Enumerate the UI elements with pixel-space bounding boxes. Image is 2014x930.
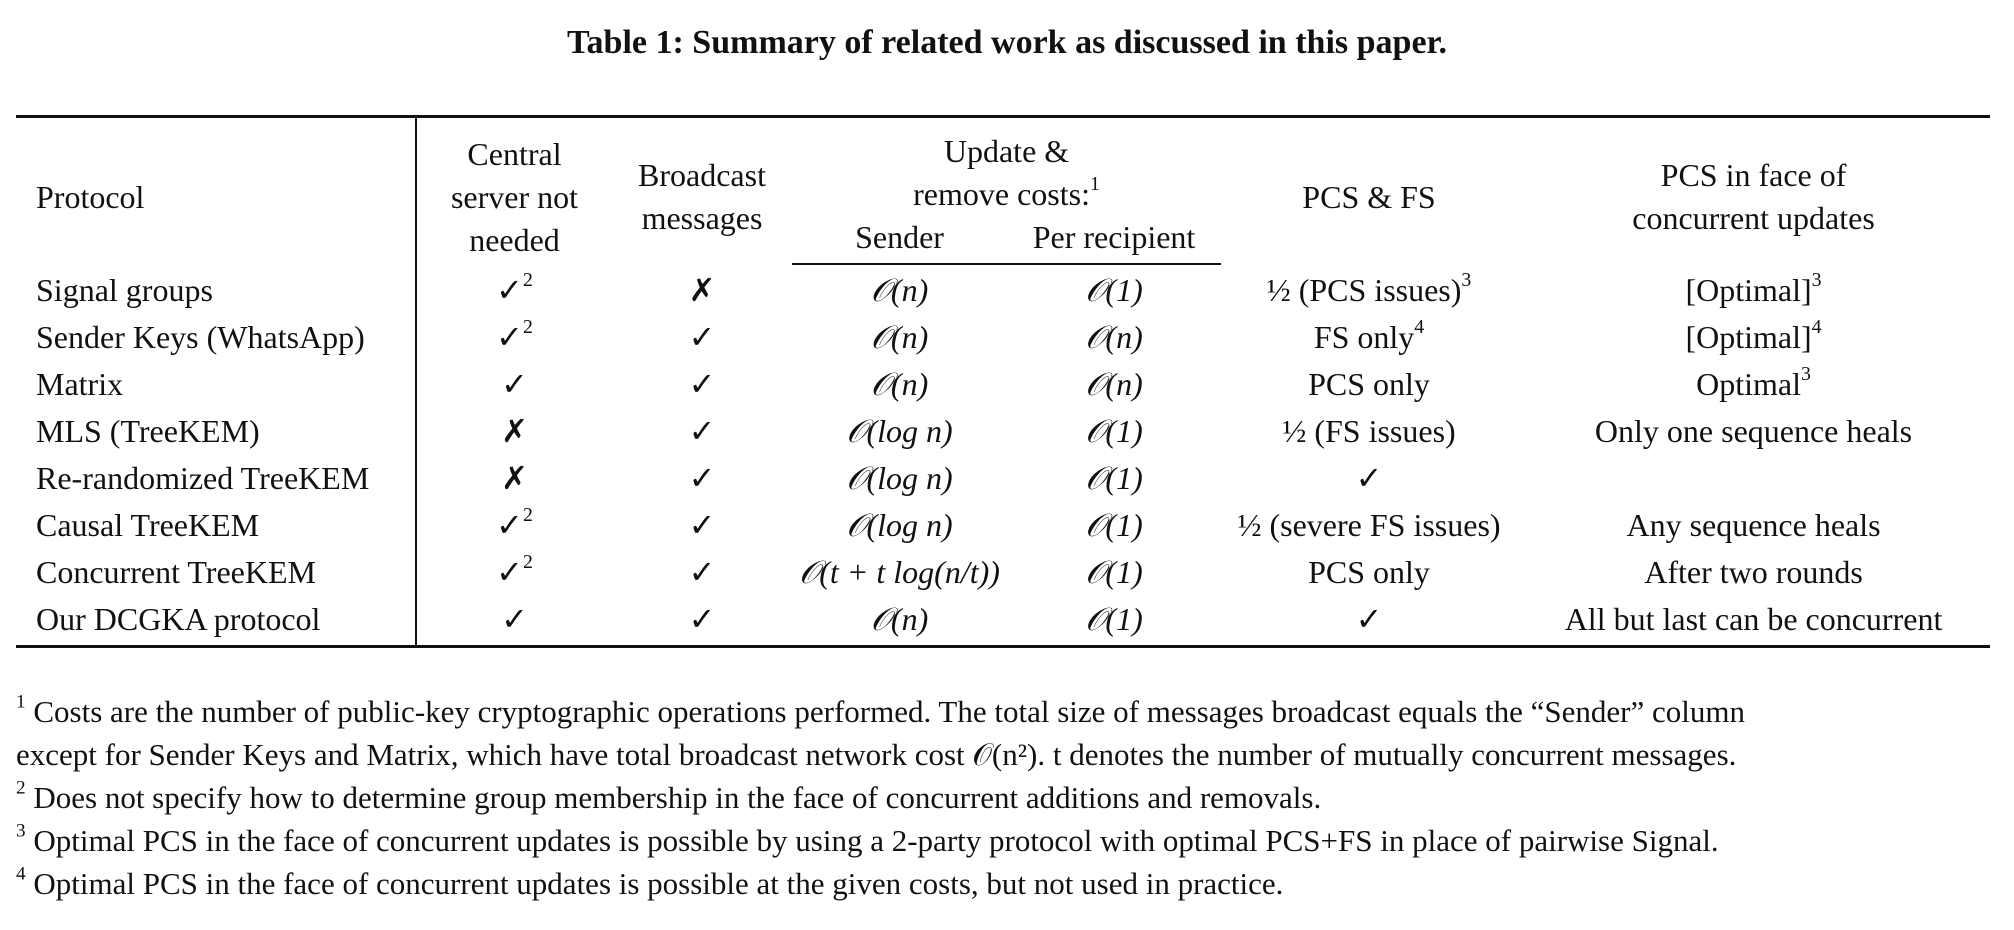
cell-broadcast-text: ✓	[688, 554, 716, 590]
footnote-line	[16, 776, 2006, 819]
table-row	[16, 502, 1990, 549]
cell-pcs-concurrent-text: After two rounds	[1644, 554, 1863, 590]
cell-protocol	[16, 361, 416, 408]
cell-pcs-fs	[1221, 361, 1517, 408]
cell-pcs-concurrent	[1517, 549, 1990, 596]
cell-protocol	[16, 502, 416, 549]
cell-broadcast	[612, 408, 792, 455]
cell-broadcast-text: ✓	[688, 601, 716, 637]
cell-broadcast-text: ✗	[688, 271, 716, 308]
cell-recipient-cost-text: 𝒪(1)	[1085, 601, 1143, 637]
cell-pcs-concurrent	[1517, 264, 1990, 314]
cell-pcs-fs-text: FS only	[1313, 319, 1415, 355]
header-broadcast	[612, 117, 792, 265]
cell-pcs-concurrent	[1517, 455, 1990, 502]
header-broadcast-line-1: Broadcast	[638, 157, 766, 193]
cell-broadcast	[612, 455, 792, 502]
cell-recipient-cost	[1007, 596, 1221, 647]
cell-recipient-cost-text: 𝒪(1)	[1085, 272, 1143, 308]
cell-broadcast	[612, 361, 792, 408]
cell-broadcast	[612, 502, 792, 549]
cell-pcs-concurrent-text: All but last can be concurrent	[1564, 601, 1943, 637]
cell-protocol-text: Causal TreeKEM	[36, 507, 260, 543]
cell-pcs-fs	[1221, 502, 1517, 549]
footnote-ref: 1	[1089, 173, 1100, 196]
cell-protocol	[16, 549, 416, 596]
footnote-mark: 3	[16, 820, 26, 842]
table-row	[16, 455, 1990, 502]
cell-pcs-fs	[1221, 314, 1517, 361]
footnote-ref: 3	[1811, 268, 1822, 291]
cell-broadcast-text: ✓	[688, 319, 716, 355]
cell-protocol-text: Our DCGKA protocol	[36, 601, 321, 637]
cell-central-server-text: ✗	[501, 413, 528, 449]
cell-protocol	[16, 455, 416, 502]
cell-sender-cost-text: 𝒪(n)	[870, 319, 929, 355]
cell-sender-cost	[792, 314, 1007, 361]
cell-pcs-concurrent-text: Any sequence heals	[1626, 507, 1881, 543]
header-protocol: Protocol	[16, 117, 416, 265]
cell-pcs-concurrent-text: [Optimal]	[1685, 271, 1812, 308]
cell-central-server	[416, 361, 612, 408]
cell-recipient-cost	[1007, 455, 1221, 502]
cell-central-server	[416, 502, 612, 549]
cell-sender-cost	[792, 502, 1007, 549]
footnote-line	[16, 733, 2006, 776]
footnote-mark: 1	[16, 691, 26, 713]
cell-pcs-fs	[1221, 264, 1517, 314]
cell-broadcast-text: ✓	[688, 460, 716, 496]
related-work-table	[16, 115, 1990, 648]
cell-central-server-text: ✓	[501, 366, 528, 402]
table-row	[16, 361, 1990, 408]
cell-recipient-cost	[1007, 502, 1221, 549]
header-per-recipient: Per recipient	[1007, 216, 1221, 264]
cell-protocol-text: Signal groups	[36, 271, 213, 308]
header-sender: Sender	[792, 216, 1007, 264]
footnote-text: Optimal PCS in the face of concurrent updates is possible at the given costs, but not used in practice.	[33, 866, 1284, 901]
cell-recipient-cost-text: 𝒪(n)	[1085, 366, 1143, 402]
cell-broadcast	[612, 314, 792, 361]
cell-pcs-fs-text: ½ (FS issues)	[1282, 413, 1456, 449]
cell-central-server	[416, 549, 612, 596]
cell-sender-cost	[792, 361, 1007, 408]
cell-central-server-text: ✓	[496, 554, 523, 590]
cell-protocol-text: Matrix	[36, 366, 124, 402]
cell-protocol-text: Concurrent TreeKEM	[36, 554, 316, 590]
cell-central-server-text: ✗	[501, 460, 528, 496]
table-row	[16, 408, 1990, 455]
cell-pcs-fs-text: PCS only	[1308, 366, 1430, 402]
cell-pcs-concurrent	[1517, 502, 1990, 549]
footnote-text: except for Sender Keys and Matrix, which have total broadcast network cost 𝒪(n²). t denotes the number of mutually concurrent messages.	[16, 737, 1737, 772]
footnote-ref: 2	[522, 504, 533, 527]
header-update-line-2: remove costs:	[913, 176, 1090, 212]
header-pcs-fs: PCS & FS	[1302, 178, 1436, 215]
cell-pcs-fs-text: ✓	[1355, 601, 1383, 637]
cell-pcs-fs	[1221, 455, 1517, 502]
footnote-ref: 3	[1800, 363, 1811, 386]
header-central-server	[416, 117, 612, 265]
cell-protocol-text: Sender Keys (WhatsApp)	[36, 319, 365, 355]
table-caption: Table 1: Summary of related work as discussed in this paper.	[566, 24, 1447, 61]
cell-broadcast	[612, 549, 792, 596]
footnote-ref: 3	[1461, 268, 1472, 291]
table-row	[16, 549, 1990, 596]
header-pcs-concurrent-line-1: PCS in face of	[1660, 157, 1847, 193]
cell-sender-cost-text: 𝒪(log n)	[846, 460, 953, 496]
table-row	[16, 596, 1990, 647]
cell-central-server-text: ✓	[496, 507, 523, 543]
cell-broadcast-text: ✓	[688, 366, 716, 402]
table-row	[16, 314, 1990, 361]
cell-protocol	[16, 264, 416, 314]
cell-protocol-text: MLS (TreeKEM)	[36, 413, 260, 449]
cell-recipient-cost-text: 𝒪(1)	[1085, 460, 1143, 496]
header-update-line-1: Update &	[943, 133, 1070, 169]
footnote-ref: 4	[1811, 316, 1822, 339]
cell-protocol	[16, 596, 416, 647]
cell-pcs-concurrent-text: Only one sequence heals	[1594, 413, 1913, 449]
cell-sender-cost	[792, 549, 1007, 596]
cell-central-server	[416, 455, 612, 502]
cell-pcs-concurrent	[1517, 314, 1990, 361]
cell-sender-cost-text: 𝒪(n)	[870, 366, 929, 402]
footnote-ref: 2	[522, 551, 533, 574]
cell-protocol	[16, 314, 416, 361]
cell-broadcast-text: ✓	[688, 507, 716, 543]
cell-recipient-cost	[1007, 361, 1221, 408]
cell-pcs-fs-text: ½ (PCS issues)	[1266, 271, 1462, 308]
cell-central-server	[416, 314, 612, 361]
cell-broadcast	[612, 264, 792, 314]
cell-sender-cost-text: 𝒪(t + t log(n/t))	[799, 554, 1000, 590]
cell-central-server-text: ✓	[496, 319, 523, 355]
header-pcs-concurrent-line-2: concurrent updates	[1632, 200, 1875, 236]
cell-pcs-fs-text: ½ (severe FS issues)	[1237, 507, 1501, 543]
table-row	[16, 264, 1990, 314]
footnote-text: Does not specify how to determine group membership in the face of concurrent additions and removals.	[33, 780, 1322, 815]
cell-pcs-concurrent-text: Optimal	[1696, 366, 1801, 402]
cell-central-server	[416, 596, 612, 647]
cell-recipient-cost-text: 𝒪(n)	[1085, 319, 1143, 355]
table-body	[16, 264, 1990, 647]
cell-recipient-cost	[1007, 408, 1221, 455]
cell-pcs-concurrent	[1517, 361, 1990, 408]
cell-pcs-fs	[1221, 549, 1517, 596]
cell-sender-cost-text: 𝒪(log n)	[846, 507, 953, 543]
cell-pcs-concurrent-text: [Optimal]	[1685, 319, 1812, 355]
cell-recipient-cost-text: 𝒪(1)	[1085, 507, 1143, 543]
cell-pcs-concurrent	[1517, 596, 1990, 647]
header-pcs-concurrent	[1517, 117, 1990, 265]
cell-central-server-text: ✓	[496, 271, 523, 308]
header-update-remove-costs	[792, 117, 1221, 217]
cell-broadcast	[612, 596, 792, 647]
cell-sender-cost-text: 𝒪(n)	[870, 272, 929, 308]
cell-sender-cost	[792, 596, 1007, 647]
related-work-table-wrapper	[16, 115, 1990, 648]
cell-central-server	[416, 264, 612, 314]
cell-protocol-text: Re-randomized TreeKEM	[36, 460, 370, 496]
footnote-mark: 4	[16, 863, 26, 885]
cell-central-server-text: ✓	[501, 601, 528, 637]
cell-protocol	[16, 408, 416, 455]
cell-sender-cost	[792, 264, 1007, 314]
cell-sender-cost	[792, 408, 1007, 455]
cell-pcs-fs	[1221, 596, 1517, 647]
cell-pcs-fs	[1221, 408, 1517, 455]
footnote-text: Costs are the number of public-key cryptographic operations performed. The total size of messages broadcast equals the “Sender” column	[33, 694, 1745, 729]
header-central-line-2: server not	[450, 178, 579, 215]
cell-recipient-cost	[1007, 314, 1221, 361]
cell-central-server	[416, 408, 612, 455]
cell-pcs-fs-text: ✓	[1355, 460, 1383, 496]
footnote-line	[16, 819, 2006, 862]
cell-sender-cost	[792, 455, 1007, 502]
header-broadcast-line-2: messages	[641, 200, 763, 236]
cell-pcs-concurrent	[1517, 408, 1990, 455]
footnote-mark: 2	[16, 777, 26, 799]
cell-pcs-fs-text: PCS only	[1308, 554, 1430, 590]
cell-broadcast-text: ✓	[688, 413, 716, 449]
footnotes	[16, 690, 2006, 905]
cell-recipient-cost	[1007, 264, 1221, 314]
cell-recipient-cost-text: 𝒪(1)	[1085, 413, 1143, 449]
footnote-ref: 4	[1414, 316, 1425, 339]
cell-recipient-cost	[1007, 549, 1221, 596]
cell-recipient-cost-text: 𝒪(1)	[1085, 554, 1143, 590]
footnote-ref: 2	[522, 268, 533, 291]
cell-sender-cost-text: 𝒪(n)	[870, 601, 929, 637]
header-central-line-1: Central	[467, 135, 562, 172]
cell-sender-cost-text: 𝒪(log n)	[846, 413, 953, 449]
footnote-line	[16, 690, 2006, 733]
header-central-line-3: needed	[469, 221, 560, 258]
footnote-ref: 2	[522, 316, 533, 339]
footnote-text: Optimal PCS in the face of concurrent updates is possible by using a 2-party protocol with optimal PCS+FS in place of pairwise Signal.	[33, 823, 1719, 858]
footnote-line	[16, 862, 2006, 905]
